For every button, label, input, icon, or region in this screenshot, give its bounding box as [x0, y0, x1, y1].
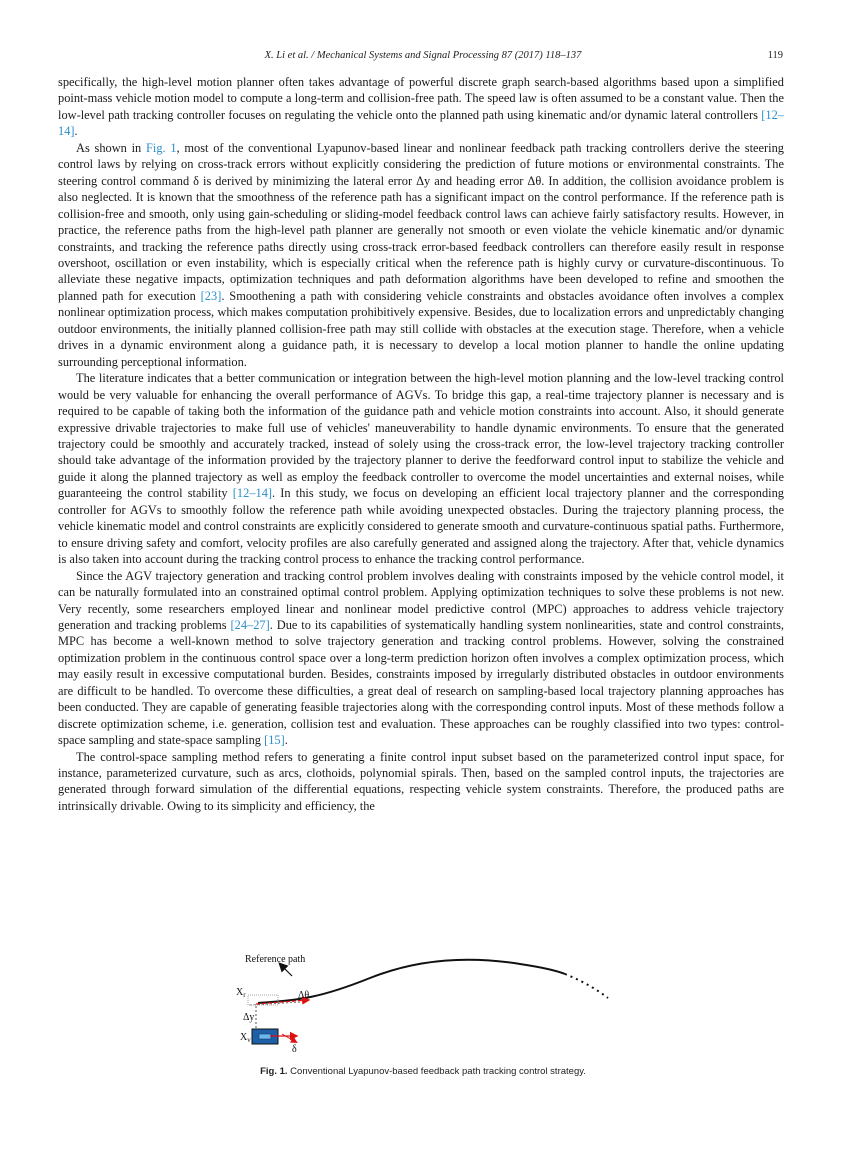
figure-1-diagram	[230, 948, 620, 1060]
citation-link[interactable]: [15]	[264, 733, 285, 748]
citation-link[interactable]: [12–14]	[232, 486, 273, 501]
paragraph	[58, 568, 784, 749]
paragraph-text: The control-space sampling method refers to generating a finite control input subset based on the parameterized control input space, for instance, parameterized curvature, such as arcs, clothoids, polynomial spirals. Then, based on the sampled control inputs, the trajectories are generated through forward simulation of the differential equations, respecting vehicle system constraints. Therefore, the produced paths are intrinsically drivable. Owing to its simplicity and efficiency, the	[58, 749, 784, 813]
reference-path-pointer	[280, 964, 292, 976]
paragraph	[58, 74, 784, 140]
paragraph-text: . Due to its capabilities of systematically handling system nonlinearities, state and control constraints, MPC has become a well-known method to solve trajectory generation and tracking control problems. However, solving the constrained optimization problem in the continuous control space over a long-term prediction horizon often involves a complex optimization process, which may easily result in excessive computational burden. Besides, constraints imposed by irregularly distributed obstacles in outdoor environments are difficult to be handled. To overcome these difficulties, a great deal of research on sampling-based local trajectory planning approaches has been conducted. They are capable of generating feasible trajectories along with the corresponding control inputs. Most of these methods follow a discrete optimization scheme, i.e. generation, collision test and evaluation. These approaches can be roughly classified into two types: control-space sampling and state-space sampling	[58, 617, 784, 748]
caption-label: Fig. 1.	[260, 1066, 288, 1077]
body-text	[58, 74, 784, 814]
paragraph-text: specifically, the high-level motion planner often takes advantage of powerful discrete graph search-based algorithms based upon a simplified point-mass vehicle motion model to compute a long-term and collision-free path. The speed law is often assumed to be a constant value. Then the low-level path tracking controller focuses on regulating the vehicle onto the planned path using kinematic and/or dynamic lateral controllers	[58, 75, 784, 122]
paragraph-text: .	[284, 733, 288, 748]
xr-label: $X_r$	[236, 987, 246, 999]
reference-path-label: Reference path	[245, 954, 306, 965]
citation-link[interactable]: Fig. 1	[145, 140, 177, 155]
vehicle-inner	[259, 1034, 271, 1039]
figure-caption	[0, 1066, 846, 1077]
citation-link[interactable]: [12–14]	[58, 107, 784, 139]
running-title: X. Li et al. / Mechanical Systems and Signal Processing 87 (2017) 118–137	[264, 50, 582, 61]
delta-theta-label: Δθ	[298, 990, 310, 1001]
paragraph-text: . Smoothening a path with considering vehicle constraints and obstacles avoidance often involves a complex nonlinear optimization process, which makes computation prohibitively expensive. Besides, due to localization errors and unpredictably changing outdoor environments, the initially planned collision-free path may still collide with obstacles at the execution stage. Therefore, when a vehicle drives in a dynamic environment along a guidance path, it is necessary to develop a local motion planner to handle the online updating surrounding perceptional information.	[58, 288, 784, 369]
steering-delta-label: δ	[292, 1044, 297, 1055]
paragraph-text: . In this study, we focus on developing an efficient local trajectory planner and the corresponding controller for AGVs to smoothly follow the reference path while avoiding unexpected obstacles. During the trajectory planning process, the vehicle kinematic model and control constraints are explicitly considered to generate smooth and curvature-continuous spatial paths. Furthermore, to ensure driving safety and comfort, velocity profiles are also carefully generated and assigned along the trajectory. After that, vehicle dynamics is also taken into account during the tracking control process to enhance the tracking control performance.	[58, 486, 784, 567]
paragraph	[58, 749, 784, 815]
paragraph-text: Since the AGV trajectory generation and tracking control problem involves dealing with constraints imposed by the vehicle control model, it can be naturally formulated into an constrained optimal control problem. Applying optimization techniques to solve these problems is not new. Very recently, some researchers employed linear and nonlinear model predictive control (MPC) approaches to address vehicle trajectory generation and tracking problems	[58, 568, 784, 632]
page-number: 119	[767, 50, 783, 61]
xv-label: $X_v$	[240, 1032, 251, 1044]
caption-text: Conventional Lyapunov-based feedback path tracking control strategy.	[290, 1066, 586, 1077]
steering-vector	[282, 1034, 296, 1042]
paragraph-text: .	[74, 124, 78, 139]
paragraph	[58, 370, 784, 567]
paragraph	[58, 140, 784, 370]
citation-link[interactable]: [24–27]	[230, 617, 270, 632]
paragraph-text: The literature indicates that a better communication or integration between the high-level motion planning and the low-level tracking control would be very valuable for enhancing the overall performance of AGVs. To bridge this gap, a real-time trajectory planner is necessary and is required to be capable of taking both the information of the guidance path and vehicle motion constraints into account. Also, it should generate expressive drivable trajectories to make full use of vehicles' maneuverability to handle dynamic environments. To ensure that the generated trajectory could be smoothly and accurately tracked, instead of solely using the cross-track error, the low-level trajectory tracking controller should take advantage of the information provided by the trajectory planner to derive the feedforward control input to stabilize the vehicle and guide it along the planned trajectory as well as employ the feedback controller to overcome the model uncertainties and external noises, while guaranteeing the control stability	[58, 371, 784, 501]
reference-path-dotted	[565, 974, 608, 998]
citation-link[interactable]: [23]	[200, 288, 222, 303]
figure-1	[230, 948, 620, 1060]
paragraph-text: As shown in	[76, 140, 146, 155]
paragraph-text: , most of the conventional Lyapunov-based linear and nonlinear feedback path tracking controllers derive the steering control laws by relying on cross-track errors without explicitly considering the prediction of future motions or environmental constraints. The steering control command δ is derived by minimizing the lateral error Δy and heading error Δθ. In addition, the collision avoidance problem is also neglected. It is known that the smoothness of the reference path has a significant impact on the control performance. If the reference path is collision-free and smooth, only using gain-scheduling or sliding-model feedback control laws can achieve fairly satisfactory results. However, in practice, the reference paths from the high-level path planner are generally not smooth or even violate the vehicle kinematic and/or dynamic constraints, and tracking the reference paths directly using cross-track error-based feedback controllers can therefore easily result in response overshoot, oscillation or even instability, which is especially critical when the reference path is highly curvy or curvature-discontinuous. To alleviate these negative impacts, optimization techniques and path deformation algorithms have been developed to refine and smoothen the planned path for execution	[58, 140, 784, 303]
delta-y-label: Δy	[243, 1012, 255, 1023]
